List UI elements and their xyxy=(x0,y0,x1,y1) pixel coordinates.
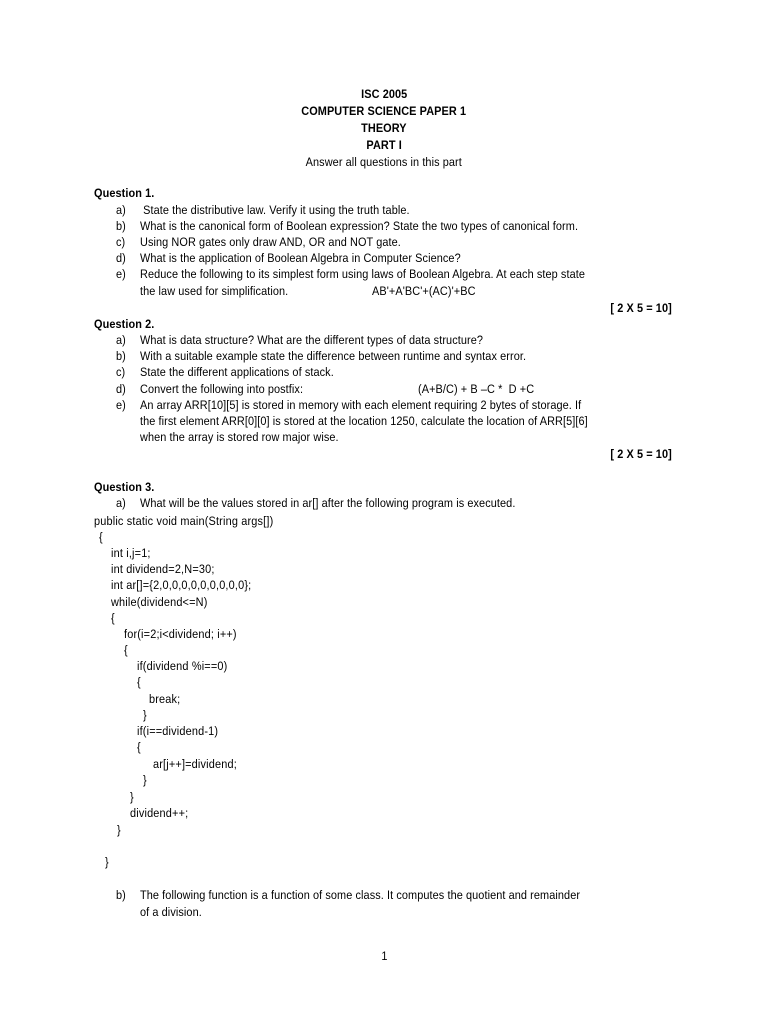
q1-marks: [ 2 X 5 = 10] xyxy=(610,301,672,315)
code-line: } xyxy=(130,790,134,804)
q2-item-a-text: What is data structure? What are the different types of data structure? xyxy=(140,333,484,347)
q2-postfix-expression: (A+B/C) + B –C * D +C xyxy=(418,382,535,396)
q2-item-e-continuation-1: the first element ARR[0][0] is stored at the location 1250, calculate the location of ARR[5][6] xyxy=(140,414,588,428)
q2-item-b-label: b) xyxy=(116,349,126,363)
paper-title: COMPUTER SCIENCE PAPER 1 xyxy=(301,104,467,118)
code-line: { xyxy=(111,611,115,625)
q3-item-b-label: b) xyxy=(116,888,126,902)
q1-item-a-label: a) xyxy=(116,203,126,217)
code-line: int dividend=2,N=30; xyxy=(111,562,215,576)
question-1-title: Question 1. xyxy=(94,186,155,200)
code-line: for(i=2;i<dividend; i++) xyxy=(124,627,237,641)
q2-item-a-label: a) xyxy=(116,333,126,347)
page-number: 1 xyxy=(380,949,388,963)
exam-year: ISC 2005 xyxy=(360,87,408,101)
question-3-title: Question 3. xyxy=(94,480,155,494)
code-line: int ar[]={2,0,0,0,0,0,0,0,0,0}; xyxy=(111,578,252,592)
q1-item-c-text: Using NOR gates only draw AND, OR and NOT gate. xyxy=(140,235,401,249)
code-line: if(dividend %i==0) xyxy=(137,659,228,673)
code-line: break; xyxy=(149,692,181,706)
q2-item-d-label: d) xyxy=(116,382,126,396)
code-line: } xyxy=(143,708,147,722)
q1-item-e-text: Reduce the following to its simplest form using laws of Boolean Algebra. At each step state xyxy=(140,267,586,281)
code-line: if(i==dividend-1) xyxy=(137,724,219,738)
q3-item-b-text: The following function is a function of some class. It computes the quotient and remainder xyxy=(140,888,581,902)
q1-item-d-text: What is the application of Boolean Algebra in Computer Science? xyxy=(140,251,461,265)
q2-item-e-text: An array ARR[10][5] is stored in memory with each element requiring 2 bytes of storage. If xyxy=(140,398,582,412)
code-line: public static void main(String args[]) xyxy=(94,514,274,528)
q2-item-c-text: State the different applications of stack. xyxy=(140,365,334,379)
q2-marks: [ 2 X 5 = 10] xyxy=(610,447,672,461)
code-line: { xyxy=(124,643,128,657)
q1-item-b-text: What is the canonical form of Boolean expression? State the two types of canonical form. xyxy=(140,219,579,233)
question-2-title: Question 2. xyxy=(94,317,155,331)
q3-item-b-continuation: of a division. xyxy=(140,905,202,919)
code-line: while(dividend<=N) xyxy=(111,595,208,609)
q1-item-a-text: State the distributive law. Verify it using the truth table. xyxy=(140,203,410,217)
q1-boolean-expression: AB'+A'BC'+(AC)'+BC xyxy=(372,284,476,298)
code-line: int i,j=1; xyxy=(111,546,151,560)
code-line: { xyxy=(137,740,141,754)
q1-item-d-label: d) xyxy=(116,251,126,265)
code-line: { xyxy=(99,530,103,544)
q2-item-e-continuation-2: when the array is stored row major wise. xyxy=(140,430,339,444)
q1-item-c-label: c) xyxy=(116,235,126,249)
q2-item-b-text: With a suitable example state the difference between runtime and syntax error. xyxy=(140,349,527,363)
code-line: } xyxy=(117,823,121,837)
code-line: ar[j++]=dividend; xyxy=(153,757,237,771)
code-line: { xyxy=(137,675,141,689)
theory-heading: THEORY xyxy=(361,121,407,135)
code-line: } xyxy=(105,855,109,869)
instruction-text: Answer all questions in this part xyxy=(305,155,463,169)
code-line: dividend++; xyxy=(130,806,189,820)
q1-item-e-continuation: the law used for simplification. xyxy=(140,284,289,298)
q2-item-e-label: e) xyxy=(116,398,126,412)
q2-item-c-label: c) xyxy=(116,365,126,379)
part-heading: PART I xyxy=(366,138,402,152)
q3-item-a-text: What will be the values stored in ar[] after the following program is executed. xyxy=(140,496,516,510)
q1-item-b-label: b) xyxy=(116,219,126,233)
q3-item-a-label: a) xyxy=(116,496,126,510)
q1-item-e-label: e) xyxy=(116,267,126,281)
q2-item-d-text: Convert the following into postfix: xyxy=(140,382,304,396)
code-line: } xyxy=(143,773,147,787)
